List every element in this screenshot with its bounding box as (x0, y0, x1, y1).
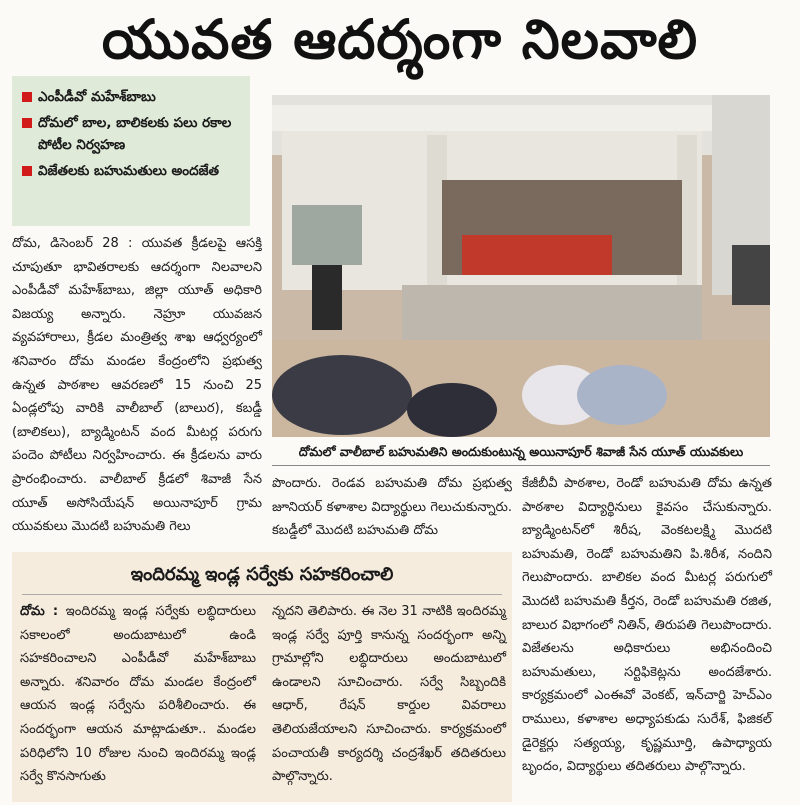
square-bullet-icon (22, 92, 32, 102)
secondary-article-column-1: దోమ : ఇందిరమ్మ ఇండ్ల సర్వేకు లబ్ధిదారులు సకాలంలో అందుబాటులో ఉండి సహకరించాలని ఎంపీడీవో మహేశ్‌బాబు అన్నారు. శనివారం దోమ మండల కేంద్రంలో ఆయన ఇండ్ల సర్వేను పరిశీలించారు. ఈ సందర్భంగా ఆయన మాట్లాడుతూ.. మండల పరిధిలోని 10 రోజుల నుంచి ఇందిరమ్మ ఇండ్ల సర్వే కొనసాగుతు (20, 604, 256, 785)
headline: యువత ఆదర్శంగా నిలవాలి (101, 8, 699, 71)
highlights-box (12, 76, 250, 226)
dateline: దోమ : (20, 604, 59, 619)
highlight-item: విజేతలకు బహుమతులు అందజేత (22, 160, 244, 182)
news-photo (272, 95, 770, 437)
square-bullet-icon (22, 118, 32, 128)
highlight-item: దోమలో బాల, బాలికలకు పలు రకాల పోటీల నిర్వహణ (22, 112, 244, 156)
highlight-item: ఎంపీడీవో మహేశ్‌బాబు (22, 86, 244, 108)
secondary-article-title: ఇందిరమ్మ ఇండ్ల సర్వేకు సహకరించాలి (130, 564, 394, 585)
square-bullet-icon (22, 166, 32, 176)
article-column-2: పొందారు. రెండవ బహుమతి దోమ ప్రభుత్వ జూనియర్ కళాశాల విద్యార్థులు గెలుచుకున్నారు. కబడ్డీలో మొదటి బహుమతి దోమ (272, 476, 512, 539)
secondary-article-box (12, 552, 512, 802)
secondary-article-column-2: న్నదని తెలిపారు. ఈ నెల 31 నాటికి ఇందిరమ్మ ఇండ్ల సర్వే పూర్తి కానున్న సందర్భంగా అన్ని గ్రామాల్లోని లబ్ధిదారులు అందుబాటులో ఉండాలని సూచించారు. సర్వే సిబ్బందికి ఆధార్, రేషన్ కార్డుల వివరాలు తెలియజేయాలని సూచించారు. కార్యక్రమంలో పంచాయతీ కార్యదర్శి చంద్రశేఖర్ తదితరులు పాల్గొన్నారు. (272, 604, 506, 785)
photo-illustration (272, 95, 770, 437)
photo-caption: దోమలో వాలీబాల్ బహుమతిని అందుకుంటున్న అయినాపూర్ శివాజీ సేన యూత్ యువకులు (272, 440, 770, 466)
article-column-1: దోమ, డిసెంబర్ 28 : యువత క్రీడలపై ఆసక్తి చూపుతూ భావితరాలకు ఆదర్శంగా నిలవాలని ఎంపీడీవో మహేశ్‌బాబు, జిల్లా యూత్ అధికారి విజయ్య అన్నారు. నెహ్రూ యువజన వ్యవహారాలు, క్రీడల మంత్రిత్వ శాఖ ఆధ్వర్యంలో శనివారం దోమ మండల కేంద్రంలోని ప్రభుత్వ ఉన్నత పాఠశాల ఆవరణలో 15 నుంచి 25 ఏండ్లలోపు వారికి వాలీబాల్ (బాలుర), కబడ్డీ (బాలికలు), బ్యాడ్మింటన్ వంద మీటర్ల పరుగు పందెం పోటీలు నిర్వహించారు. ఈ క్రీడలను వారు ప్రారంభించారు. వాలీబాల్ క్రీడలో శివాజీ సేన యూత్ అసోసియేషన్ అయినాపూర్ గ్రామ యువకులు మొదటి బహుమతి గెలు (12, 236, 262, 535)
article-column-3: కేజీబీవీ పాఠశాల, రెండో బహుమతి దోమ ఉన్నత పాఠశాల విద్యార్థినులు కైవసం చేసుకున్నారు. బ్యాడ్మింటన్‌లో శిరీష, వెంకటలక్ష్మి మొదటి బహుమతి, రెండో బహుమతిని పి.శిరీశ, నందిని గెలుపొందారు. బాలికల వంద మీటర్ల పరుగులో మొదటి బహుమతి కీర్తన, రెండో బహుమతి రజిత, బాలుర విభాగంలో నితిన్, తిరుపతి గెలుపొందారు. విజేతలను అధికారులు అభినందించి బహుమతులు, సర్టిఫికెట్లను అందజేశారు. కార్యక్రమంలో ఎంఈవో వెంకట్, ఇన్‌చార్జి హెచ్‌ఎం రాములు, కళాశాల అధ్యాపకుడు సురేశ్, ఫిజికల్ డైరెక్టర్లు సత్యయ్య, కృష్ణమూర్తి, ఉపాధ్యాయ బృందం, విద్యార్థులు తదితరులు పాల్గొన్నారు. (522, 476, 772, 775)
divider (22, 594, 502, 595)
